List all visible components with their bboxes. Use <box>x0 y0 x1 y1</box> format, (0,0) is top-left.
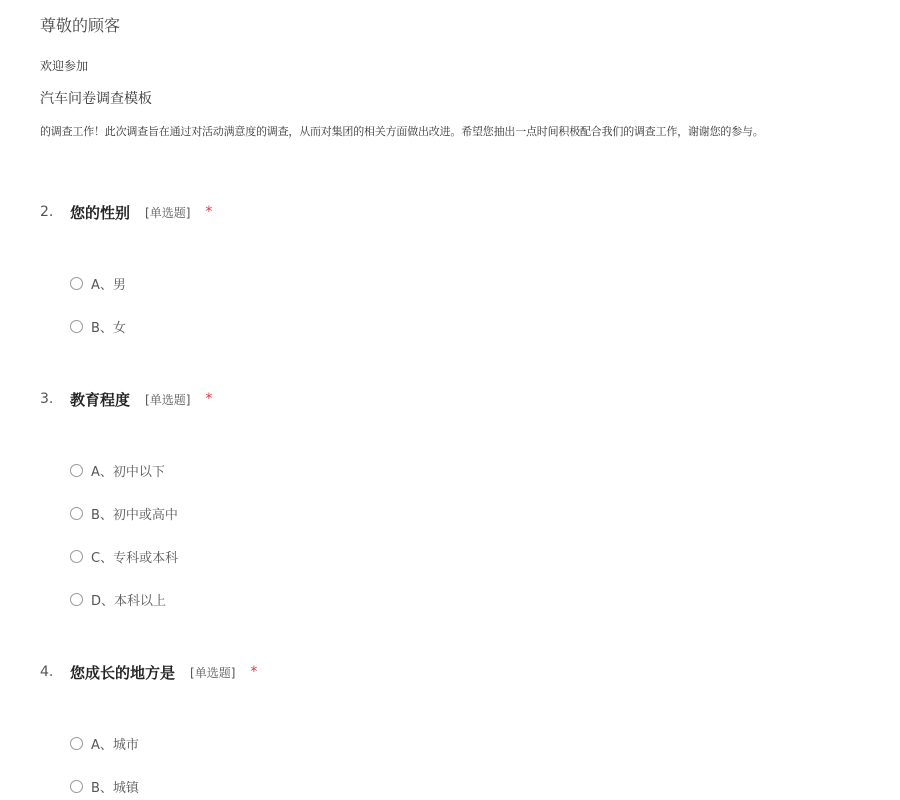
option-radio[interactable] <box>70 316 126 336</box>
radio-circle-icon[interactable] <box>70 737 83 750</box>
option-radio[interactable] <box>70 546 178 566</box>
question-title: 教育程度 <box>70 390 131 409</box>
option-radio[interactable] <box>70 460 165 480</box>
radio-circle-icon[interactable] <box>70 550 83 563</box>
greeting-text: 尊敬的顾客 <box>40 16 121 35</box>
survey-name: 汽车问卷调查模板 <box>40 91 152 107</box>
radio-circle-icon[interactable] <box>70 780 83 793</box>
option-label[interactable]: B、初中或高中 <box>91 507 178 523</box>
option-radio[interactable] <box>70 733 139 753</box>
option-label[interactable]: B、女 <box>91 320 126 336</box>
question-type: [单选题] <box>145 205 191 220</box>
question-type: [单选题] <box>190 665 236 680</box>
required-mark: * <box>205 391 213 407</box>
question-title: 您的性别 <box>70 203 131 222</box>
required-mark: * <box>250 664 258 680</box>
radio-circle-icon[interactable] <box>70 320 83 333</box>
question-header <box>40 201 212 223</box>
option-label[interactable]: A、男 <box>91 277 126 293</box>
option-label[interactable]: B、城镇 <box>91 780 139 796</box>
required-mark: * <box>205 204 213 220</box>
radio-circle-icon[interactable] <box>70 464 83 477</box>
option-label[interactable]: A、初中以下 <box>91 464 165 480</box>
option-label[interactable]: A、城市 <box>91 737 139 753</box>
option-radio[interactable] <box>70 589 166 609</box>
option-label[interactable]: D、本科以上 <box>91 593 167 609</box>
question-title: 您成长的地方是 <box>70 663 176 682</box>
question-number: 3. <box>40 391 54 407</box>
question-header <box>40 388 212 410</box>
question-number: 4. <box>40 664 54 680</box>
question-header <box>40 661 257 683</box>
option-radio[interactable] <box>70 273 126 293</box>
survey-description: 的调查工作！此次调查旨在通过对活动满意度的调查，从而对集团的相关方面做出改进。希望您抽出一点时间积极配合我们的调查工作，谢谢您的参与。 <box>40 125 764 138</box>
question-type: [单选题] <box>145 392 191 407</box>
option-label[interactable]: C、专科或本科 <box>91 550 179 566</box>
option-radio[interactable] <box>70 776 139 796</box>
welcome-text: 欢迎参加 <box>40 59 89 73</box>
radio-circle-icon[interactable] <box>70 593 83 606</box>
radio-circle-icon[interactable] <box>70 507 83 520</box>
option-radio[interactable] <box>70 503 178 523</box>
question-number: 2. <box>40 204 54 220</box>
radio-circle-icon[interactable] <box>70 277 83 290</box>
